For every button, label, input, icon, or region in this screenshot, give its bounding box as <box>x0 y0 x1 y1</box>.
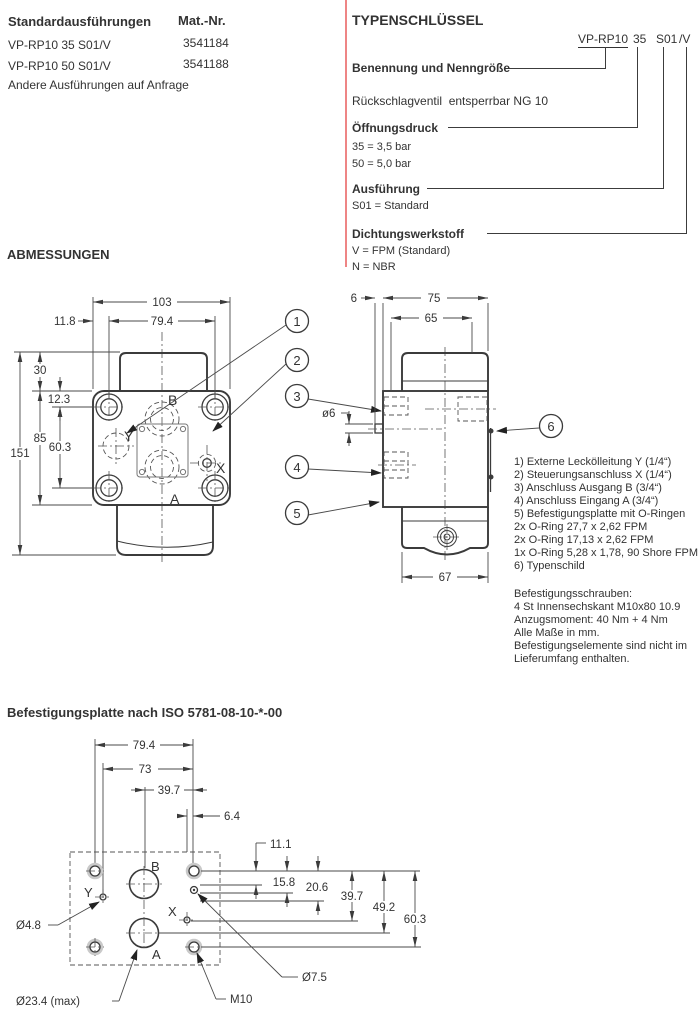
other-versions-note: Andere Ausführungen auf Anfrage <box>8 78 189 92</box>
mounting-plate-drawing <box>0 730 700 1015</box>
dim-79.4: 79.4 <box>150 316 174 328</box>
note-item: Anzugsmoment: 40 Nm + 4 Nm <box>514 614 668 626</box>
note-item: 2x O-Ring 27,7 x 2,62 FPM <box>514 521 648 533</box>
dim-11.8: 11.8 <box>54 316 76 328</box>
dichtung-option: N = NBR <box>352 261 396 273</box>
type-code-pressure: 35 <box>633 32 647 46</box>
plate-holes <box>86 865 203 957</box>
dim-6.4: 6.4 <box>224 811 240 823</box>
note-item: Lieferumfang enthalten. <box>514 653 630 665</box>
table-row <box>8 36 338 54</box>
dim-75: 75 <box>427 293 441 305</box>
port-label-a: A <box>170 491 180 507</box>
dim-103: 103 <box>152 297 172 309</box>
note-item: 4 St Innensechskant M10x80 10.9 <box>514 601 681 613</box>
dim-67: 67 <box>438 572 452 584</box>
callout-5: 5 <box>293 506 301 521</box>
connector-line <box>686 47 687 233</box>
label-m10: M10 <box>230 994 253 1006</box>
callout-3: 3 <box>293 389 301 404</box>
connector-line <box>508 68 606 69</box>
standard-versions-block <box>8 13 338 93</box>
dim-60.3: 60.3 <box>48 442 72 454</box>
dim-dia6: ø6 <box>322 408 336 420</box>
mounting-notes-block <box>514 588 700 666</box>
dim-20.6: 20.6 <box>305 882 329 894</box>
front-view <box>8 295 232 562</box>
connector-line <box>427 188 664 189</box>
connector-line <box>663 47 664 188</box>
dim-39.7: 39.7 <box>157 785 181 797</box>
callout-6: 6 <box>547 419 555 434</box>
note-item: Befestigungselemente sind nicht im <box>514 640 688 652</box>
plate-label-x: X <box>168 904 177 919</box>
dim-65: 65 <box>424 313 438 325</box>
dichtung-option: V = FPM (Standard) <box>352 245 451 257</box>
note-item: Alle Maße in mm. <box>514 627 600 639</box>
standard-versions-title: Standardausführungen <box>8 14 152 29</box>
version-matnr: 3541184 <box>183 36 229 50</box>
label-dia-23.4: Ø23.4 (max) <box>16 996 80 1008</box>
version-name: VP-RP10 50 S01/V <box>8 59 111 73</box>
label-dia-7.5: Ø7.5 <box>302 972 327 984</box>
oeffnungsdruck-option: 35 = 3,5 bar <box>352 141 412 153</box>
ausfuehrung-option: S01 = Standard <box>352 200 429 212</box>
note-item: 2x O-Ring 17,13 x 2,62 FPM <box>514 534 654 546</box>
abmessungen-title: ABMESSUNGEN <box>7 247 110 262</box>
type-code-version: S01 <box>656 32 678 46</box>
dim-151: 151 <box>10 448 30 460</box>
port-label-y: Y <box>124 428 134 444</box>
type-code <box>578 32 628 46</box>
plate-dimensions-top <box>95 738 241 893</box>
dim-15.8: 15.8 <box>272 877 296 889</box>
callout-1: 1 <box>293 314 301 329</box>
section-accent-line <box>345 0 347 267</box>
flange-bolt <box>433 524 461 551</box>
plate-dimensions-right <box>159 839 431 947</box>
note-item: 5) Befestigungsplatte mit O-Ringen <box>514 508 686 520</box>
oeffnungsdruck-label: Öffnungsdruck <box>352 121 438 135</box>
ausfuehrung-label: Ausführung <box>352 182 420 196</box>
dim-85: 85 <box>33 433 47 445</box>
note-item: 3) Anschluss Ausgang B (3/4“) <box>514 482 662 494</box>
table-row <box>8 57 338 75</box>
dim-30: 30 <box>33 365 47 377</box>
version-name: VP-RP10 35 S01/V <box>8 38 111 52</box>
version-matnr: 3541188 <box>183 57 229 71</box>
dim-6: 6 <box>350 293 357 305</box>
note-item: Befestigungsschrauben: <box>514 588 633 600</box>
note-item: 6) Typenschild <box>514 560 585 572</box>
benennung-label: Benennung und Nenngröße <box>352 61 510 75</box>
befestigungsplatte-title: Befestigungsplatte nach ISO 5781-08-10-*-00 <box>7 705 283 720</box>
matnr-header: Mat.-Nr. <box>178 13 226 28</box>
port-label-b: B <box>168 392 178 408</box>
dichtung-label: Dichtungswerkstoff <box>352 227 465 241</box>
benennung-desc: Rückschlagventil entsperrbar NG 10 <box>352 94 549 108</box>
dim-73: 73 <box>138 764 152 776</box>
callout-notes-list <box>514 456 700 573</box>
connector-line <box>637 47 638 127</box>
plate-label-y: Y <box>84 885 93 900</box>
callout-4: 4 <box>293 460 301 475</box>
note-item: 4) Anschluss Eingang A (3/4“) <box>514 495 659 507</box>
type-code-seal: /V <box>679 32 691 46</box>
dim-79.4: 79.4 <box>132 740 156 752</box>
front-view-dimensions <box>8 295 230 555</box>
connector-line <box>605 47 606 68</box>
note-item: 2) Steuerungsanschluss X (1/4“) <box>514 469 672 481</box>
side-view-dimensions <box>322 291 488 584</box>
plate-label-b: B <box>151 859 160 874</box>
typenschild <box>489 428 494 492</box>
typenschluessel-title: TYPENSCHLÜSSEL <box>352 12 484 28</box>
note-item: 1x O-Ring 5,28 x 1,78, 90 Shore FPM <box>514 547 699 559</box>
dim-60.3-vert: 60.3 <box>403 914 427 926</box>
label-dia-4.8: Ø4.8 <box>16 920 41 932</box>
dim-11.1: 11.1 <box>270 839 292 851</box>
dim-12.3: 12.3 <box>47 394 71 406</box>
connector-line <box>487 233 687 234</box>
callouts <box>127 310 563 525</box>
note-item: 1) Externe Leckölleitung Y (1/4“) <box>514 456 672 468</box>
port-label-x: X <box>216 460 226 476</box>
plate-label-a: A <box>152 947 161 962</box>
type-code-name: VP-RP10 <box>578 32 629 46</box>
callout-2: 2 <box>293 353 301 368</box>
side-view <box>322 291 496 584</box>
dim-49.2: 49.2 <box>372 902 396 914</box>
oeffnungsdruck-option: 50 = 5,0 bar <box>352 158 412 170</box>
interface-plate-face <box>137 424 188 477</box>
dim-39.7-vert: 39.7 <box>340 891 364 903</box>
connector-line <box>448 127 638 128</box>
